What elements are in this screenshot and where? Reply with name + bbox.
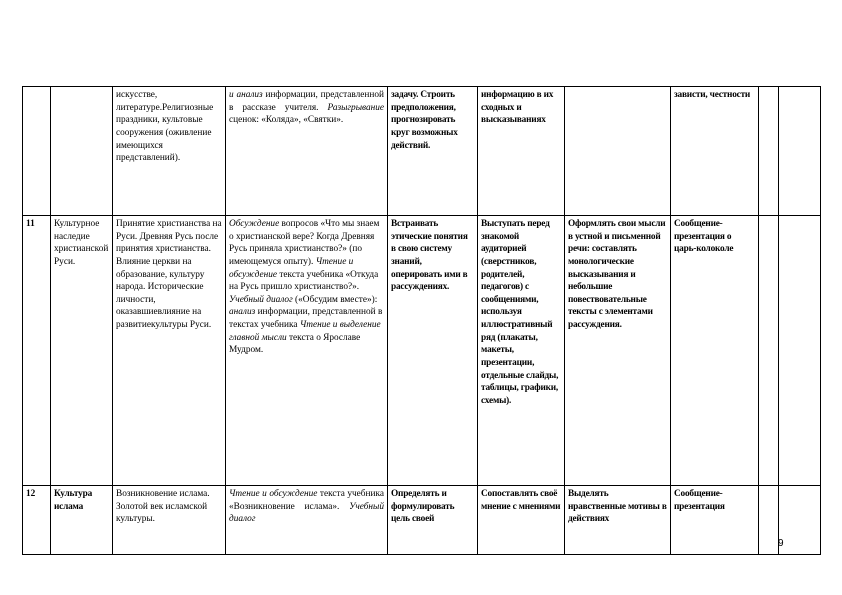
lesson-number-cell: 12 <box>23 486 51 555</box>
activity-fragment: информации, представленной в текстах учебника <box>229 307 383 331</box>
activity-fragment: вопросов «Что мы знаем о христианской вере? Когда Древняя Русь приняла христианство?» (по имеющемуся опыту). <box>229 219 380 267</box>
activity-fragment: Чтение и обсуждение <box>229 256 354 280</box>
content-cell: Возникновение ислама. Золотой век исламской культуры. <box>113 486 226 555</box>
topic-cell: Культура ислама <box>51 486 113 555</box>
personal-cell: Сообщение-презентация <box>671 486 759 555</box>
lesson-number-cell: 11 <box>23 216 51 486</box>
activity-fragment: Обсуждение <box>229 219 280 229</box>
cognitive-cell: Выделять нравственные мотивы в действиях <box>565 486 671 555</box>
regulative-cell: задачу. Строить предположения, прогнозировать круг возможных действий. <box>388 87 478 216</box>
activity-fragment: текста учебника «Откуда на Русь пришло христианство?». <box>229 269 379 293</box>
communicative-cell: информацию в их сходных и высказываниях <box>478 87 565 216</box>
activity-fragment: текста учебника «Возникновение ислама». <box>229 489 384 512</box>
activity-fragment: информации, представленной в рассказе учителя. <box>229 90 384 113</box>
cognitive-cell: Оформлять свои мысли в устной и письменной речи: составлять монологические высказывания и небольшие повествовательные тексты с элементами рассуждения. <box>565 216 671 486</box>
topic-cell <box>51 87 113 216</box>
activity-fragment: Учебный диалог <box>229 501 384 525</box>
activity-fragment: Учебный диалог <box>229 294 293 305</box>
empty-cell <box>779 87 821 216</box>
empty-cell <box>779 486 821 555</box>
activity-fragment: Чтение и выделение главной мысли <box>229 320 381 343</box>
activity-cell <box>226 216 388 486</box>
empty-cell <box>759 87 779 216</box>
personal-cell: зависти, честности <box>671 87 759 216</box>
cognitive-cell <box>565 87 671 216</box>
table-row <box>23 216 821 486</box>
activity-cell <box>226 486 388 555</box>
activity-fragment: текста о Ярославе Мудром. <box>229 332 361 356</box>
page-number: 9 <box>778 538 784 549</box>
table-row <box>23 87 821 216</box>
regulative-cell: Определять и формулировать цель своей <box>388 486 478 555</box>
lesson-number-cell <box>23 87 51 216</box>
activity-fragment: Чтение и обсуждение <box>229 489 318 499</box>
content-cell: Принятие христианства на Руси. Древняя Русь после принятия христианства. Влияние церкви на образование, культуру народа. Исторические личности, оказавшиевлияние на развитиекультуры Руси. <box>113 216 226 486</box>
activity-fragment: анализ <box>229 307 256 318</box>
communicative-cell: Выступать перед знакомой аудиторией (сверстников, родителей, педагогов) с сообщениями, используя иллюстративный ряд (плакаты, макеты, презентации, отдельные слайды, таблицы, графики, схемы). <box>478 216 565 486</box>
table-row <box>23 486 821 555</box>
activity-fragment: Разыгрывание <box>327 102 384 113</box>
communicative-cell: Сопоставлять своё мнение с мнениями <box>478 486 565 555</box>
activity-fragment: и анализ <box>229 90 263 100</box>
topic-cell: Культурное наследие христианской Руси. <box>51 216 113 486</box>
empty-cell <box>759 216 779 486</box>
activity-fragment: («Обсудим вместе»): <box>292 294 378 305</box>
empty-cell <box>759 486 779 555</box>
lesson-plan-table <box>22 86 821 555</box>
empty-cell <box>779 216 821 486</box>
content-cell: искусстве, литературе.Религиозные праздники, культовые сооружения (оживление имеющихся представлений). <box>113 87 226 216</box>
activity-fragment: сценок: «Коляда», «Святки». <box>229 115 344 126</box>
personal-cell: Сообщение-презентация о царь-колоколе <box>671 216 759 486</box>
regulative-cell: Встраивать этические понятия в свою систему знаний, оперировать ими в рассуждениях. <box>388 216 478 486</box>
activity-cell <box>226 87 388 216</box>
